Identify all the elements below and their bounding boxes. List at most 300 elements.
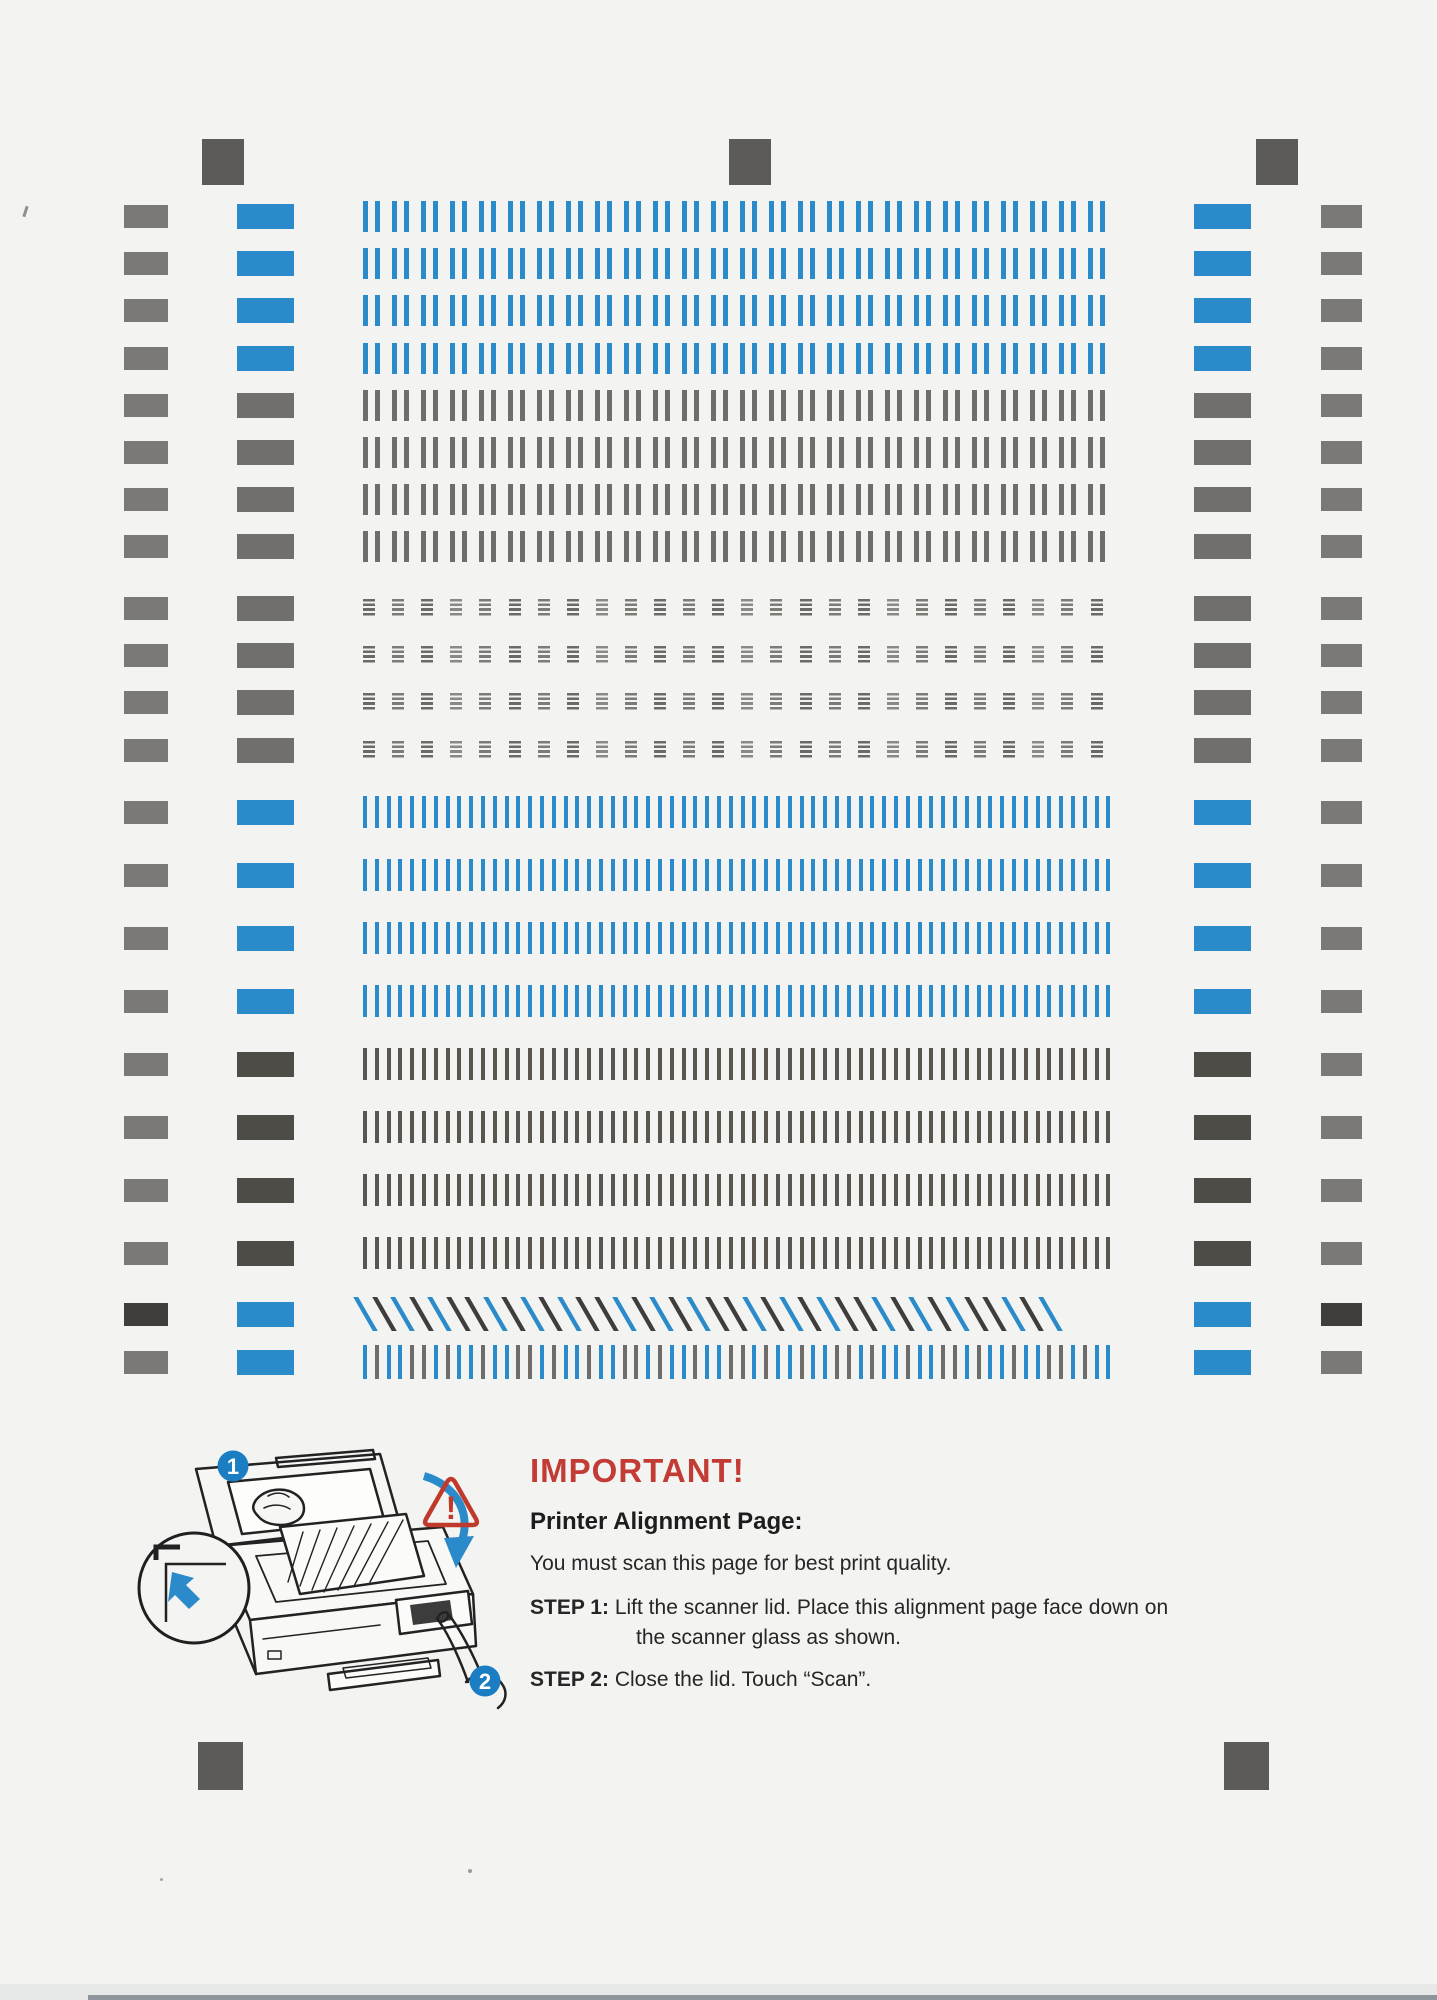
tick bbox=[1095, 1174, 1099, 1206]
tick bbox=[1071, 1174, 1075, 1206]
tick bbox=[823, 859, 827, 891]
swatch-bar bbox=[1194, 1115, 1251, 1140]
tick bbox=[421, 437, 426, 468]
tick bbox=[926, 531, 931, 562]
tick bbox=[972, 531, 977, 562]
tick bbox=[953, 1174, 957, 1206]
tick bbox=[885, 248, 890, 279]
tick bbox=[1106, 1237, 1110, 1269]
swatch-bar bbox=[1321, 1303, 1362, 1326]
tick bbox=[859, 1111, 863, 1143]
tick bbox=[1024, 1174, 1028, 1206]
tick bbox=[1059, 1345, 1063, 1379]
tick bbox=[636, 531, 641, 562]
tick bbox=[781, 484, 786, 515]
dash-block bbox=[683, 646, 695, 664]
tick bbox=[1106, 796, 1110, 828]
tick bbox=[549, 343, 554, 374]
tick bbox=[894, 1048, 898, 1080]
tick bbox=[752, 1174, 756, 1206]
tick bbox=[1106, 859, 1110, 891]
tick bbox=[421, 484, 426, 515]
tick bbox=[1059, 484, 1064, 515]
tick bbox=[955, 531, 960, 562]
tick bbox=[658, 1048, 662, 1080]
step2-text: Close the lid. Touch “Scan”. bbox=[614, 1668, 872, 1691]
tick bbox=[682, 437, 687, 468]
tick bbox=[398, 1237, 402, 1269]
tick bbox=[363, 531, 368, 562]
tick bbox=[421, 531, 426, 562]
tick bbox=[375, 1237, 379, 1269]
tick bbox=[491, 295, 496, 326]
tick bbox=[965, 1111, 969, 1143]
tick bbox=[634, 1111, 638, 1143]
tick bbox=[537, 248, 542, 279]
tick bbox=[665, 484, 670, 515]
tick bbox=[595, 295, 600, 326]
tick bbox=[827, 531, 832, 562]
tick bbox=[646, 1111, 650, 1143]
tick bbox=[520, 201, 525, 232]
tick bbox=[1030, 295, 1035, 326]
tick bbox=[516, 1048, 520, 1080]
tick bbox=[375, 985, 379, 1017]
tick bbox=[776, 922, 780, 954]
tick bbox=[839, 390, 844, 421]
tick bbox=[549, 390, 554, 421]
tick bbox=[575, 922, 579, 954]
tick bbox=[587, 1345, 591, 1379]
tick bbox=[457, 985, 461, 1017]
tick bbox=[1088, 248, 1093, 279]
tick bbox=[479, 437, 484, 468]
tick bbox=[788, 1048, 792, 1080]
tick bbox=[375, 1111, 379, 1143]
tick bbox=[894, 985, 898, 1017]
tick bbox=[705, 985, 709, 1017]
tick bbox=[446, 1345, 450, 1379]
tick bbox=[740, 295, 745, 326]
dash-block bbox=[829, 646, 841, 664]
tick bbox=[653, 201, 658, 232]
tick bbox=[540, 859, 544, 891]
tick bbox=[479, 484, 484, 515]
swatch-bar bbox=[124, 1053, 168, 1076]
tick bbox=[781, 531, 786, 562]
tick bbox=[882, 922, 886, 954]
tick bbox=[646, 922, 650, 954]
tick bbox=[729, 1048, 733, 1080]
dash-block bbox=[712, 599, 724, 617]
tick bbox=[578, 201, 583, 232]
swatch-bar bbox=[1194, 440, 1251, 465]
tick bbox=[988, 1048, 992, 1080]
tick bbox=[398, 1345, 402, 1379]
tick bbox=[835, 922, 839, 954]
tick bbox=[595, 531, 600, 562]
step1-line2: the scanner glass as shown. bbox=[636, 1626, 901, 1649]
dash-block bbox=[363, 646, 375, 664]
tick bbox=[552, 985, 556, 1017]
tick bbox=[578, 437, 583, 468]
tick bbox=[800, 1345, 804, 1379]
tick bbox=[653, 437, 658, 468]
tick bbox=[1012, 1111, 1016, 1143]
tick bbox=[493, 1048, 497, 1080]
tick bbox=[491, 248, 496, 279]
tick bbox=[1000, 1048, 1004, 1080]
tick bbox=[658, 1345, 662, 1379]
dash-block bbox=[450, 693, 462, 711]
tick bbox=[387, 922, 391, 954]
dash-block bbox=[945, 599, 957, 617]
swatch-bar bbox=[1194, 487, 1251, 512]
tick bbox=[410, 1048, 414, 1080]
tick bbox=[943, 248, 948, 279]
tick bbox=[462, 295, 467, 326]
tick bbox=[392, 248, 397, 279]
tick bbox=[955, 295, 960, 326]
tick bbox=[693, 796, 697, 828]
tick bbox=[705, 1174, 709, 1206]
tick bbox=[882, 859, 886, 891]
tick bbox=[595, 201, 600, 232]
tick bbox=[611, 1345, 615, 1379]
tick bbox=[914, 343, 919, 374]
tick bbox=[528, 985, 532, 1017]
corner-magnifier bbox=[139, 1533, 249, 1643]
swatch-bar bbox=[1194, 346, 1251, 371]
tick bbox=[481, 1237, 485, 1269]
tick bbox=[835, 1345, 839, 1379]
tick bbox=[508, 484, 513, 515]
dash-block bbox=[596, 646, 608, 664]
tick bbox=[741, 1345, 745, 1379]
tick bbox=[693, 1237, 697, 1269]
dash-block bbox=[916, 741, 928, 759]
tick bbox=[1030, 484, 1035, 515]
step2-label: STEP 2: bbox=[530, 1668, 609, 1691]
tick bbox=[537, 484, 542, 515]
tick bbox=[578, 531, 583, 562]
dash-block bbox=[1061, 741, 1073, 759]
tick bbox=[1100, 295, 1105, 326]
tick bbox=[929, 1111, 933, 1143]
tick bbox=[540, 1048, 544, 1080]
tick bbox=[740, 390, 745, 421]
tick bbox=[528, 1345, 532, 1379]
tick bbox=[508, 248, 513, 279]
tick bbox=[587, 796, 591, 828]
tick bbox=[1042, 390, 1047, 421]
scan-speck bbox=[160, 1878, 163, 1881]
tick bbox=[882, 1174, 886, 1206]
tick bbox=[398, 1174, 402, 1206]
tick bbox=[422, 985, 426, 1017]
tick bbox=[811, 922, 815, 954]
dash-block bbox=[421, 599, 433, 617]
tick bbox=[914, 437, 919, 468]
tick bbox=[682, 1111, 686, 1143]
tick bbox=[665, 437, 670, 468]
swatch-bar bbox=[1321, 691, 1362, 714]
tick bbox=[1059, 437, 1064, 468]
tick bbox=[965, 922, 969, 954]
tick bbox=[1012, 922, 1016, 954]
tick bbox=[493, 796, 497, 828]
tick bbox=[955, 484, 960, 515]
tick bbox=[953, 1048, 957, 1080]
swatch-bar bbox=[124, 441, 168, 464]
tick bbox=[375, 1174, 379, 1206]
tick bbox=[943, 437, 948, 468]
tick bbox=[469, 1048, 473, 1080]
tick bbox=[882, 1237, 886, 1269]
tick bbox=[1042, 484, 1047, 515]
tick bbox=[943, 531, 948, 562]
tick bbox=[670, 1237, 674, 1269]
tick bbox=[769, 248, 774, 279]
tick bbox=[387, 1048, 391, 1080]
tick bbox=[599, 1048, 603, 1080]
tick bbox=[457, 796, 461, 828]
tick bbox=[827, 343, 832, 374]
tick bbox=[918, 1048, 922, 1080]
tick bbox=[839, 484, 844, 515]
tick bbox=[941, 1345, 945, 1379]
tick bbox=[469, 922, 473, 954]
tick bbox=[847, 859, 851, 891]
tick bbox=[450, 201, 455, 232]
tick bbox=[516, 1174, 520, 1206]
tick bbox=[549, 201, 554, 232]
tick bbox=[1059, 1237, 1063, 1269]
tick bbox=[835, 985, 839, 1017]
tick bbox=[897, 201, 902, 232]
tick bbox=[410, 1345, 414, 1379]
tick bbox=[520, 531, 525, 562]
tick bbox=[392, 437, 397, 468]
tick bbox=[363, 1174, 367, 1206]
tick bbox=[752, 248, 757, 279]
tick bbox=[1088, 201, 1093, 232]
swatch-bar bbox=[1321, 394, 1362, 417]
tick bbox=[398, 796, 402, 828]
tick bbox=[682, 531, 687, 562]
tick bbox=[682, 1237, 686, 1269]
dash-block bbox=[800, 693, 812, 711]
swatch-bar bbox=[124, 1303, 168, 1326]
tick bbox=[646, 859, 650, 891]
tick bbox=[740, 484, 745, 515]
tick bbox=[1083, 1111, 1087, 1143]
tick bbox=[375, 295, 380, 326]
tick bbox=[587, 1111, 591, 1143]
tick bbox=[835, 1048, 839, 1080]
dash-block bbox=[509, 599, 521, 617]
registration-mark bbox=[1224, 1742, 1269, 1790]
dash-block bbox=[741, 599, 753, 617]
dash-block bbox=[479, 693, 491, 711]
tick bbox=[505, 796, 509, 828]
tick bbox=[868, 484, 873, 515]
dash-block bbox=[538, 599, 550, 617]
dash-block bbox=[770, 693, 782, 711]
swatch-bar bbox=[237, 1350, 294, 1375]
tick bbox=[434, 1111, 438, 1143]
tick bbox=[387, 985, 391, 1017]
tick bbox=[897, 484, 902, 515]
tick bbox=[457, 1174, 461, 1206]
tick bbox=[740, 248, 745, 279]
tick bbox=[965, 1237, 969, 1269]
tick bbox=[595, 343, 600, 374]
tick bbox=[1071, 1237, 1075, 1269]
tick bbox=[1106, 985, 1110, 1017]
tick bbox=[810, 201, 815, 232]
tick bbox=[540, 985, 544, 1017]
tick bbox=[682, 796, 686, 828]
tick bbox=[741, 1174, 745, 1206]
swatch-bar bbox=[1194, 393, 1251, 418]
swatch-bar bbox=[1321, 1116, 1362, 1139]
tick bbox=[953, 796, 957, 828]
tick bbox=[552, 1345, 556, 1379]
tick bbox=[682, 1174, 686, 1206]
tick bbox=[363, 796, 367, 828]
step1-line1 bbox=[530, 1596, 1168, 1620]
tick bbox=[906, 922, 910, 954]
registration-mark bbox=[198, 1742, 243, 1790]
tick bbox=[1024, 796, 1028, 828]
dash-block bbox=[770, 599, 782, 617]
dash-block bbox=[654, 693, 666, 711]
tick bbox=[918, 922, 922, 954]
tick bbox=[894, 922, 898, 954]
tick bbox=[404, 295, 409, 326]
step1-label: STEP 1: bbox=[530, 1596, 609, 1619]
tick bbox=[1000, 985, 1004, 1017]
tick bbox=[1042, 295, 1047, 326]
dash-block bbox=[1091, 741, 1103, 759]
tick bbox=[776, 1345, 780, 1379]
tick bbox=[827, 248, 832, 279]
tick bbox=[988, 1237, 992, 1269]
tick bbox=[1001, 201, 1006, 232]
tick bbox=[375, 922, 379, 954]
tick bbox=[984, 531, 989, 562]
tick bbox=[965, 985, 969, 1017]
tick bbox=[564, 796, 568, 828]
swatch-bar bbox=[1194, 596, 1251, 621]
tick bbox=[1047, 1345, 1051, 1379]
swatch-bar bbox=[1321, 1351, 1362, 1374]
tick bbox=[549, 531, 554, 562]
tick bbox=[856, 484, 861, 515]
tick bbox=[823, 985, 827, 1017]
tick bbox=[1088, 437, 1093, 468]
tick bbox=[894, 796, 898, 828]
swatch-bar bbox=[124, 488, 168, 511]
tick bbox=[988, 859, 992, 891]
tick bbox=[422, 922, 426, 954]
tick bbox=[1083, 1174, 1087, 1206]
tick bbox=[977, 859, 981, 891]
tick bbox=[788, 859, 792, 891]
tick bbox=[392, 201, 397, 232]
tick bbox=[1000, 1237, 1004, 1269]
tick bbox=[587, 1174, 591, 1206]
tick bbox=[670, 922, 674, 954]
tick bbox=[827, 390, 832, 421]
tick bbox=[1059, 1174, 1063, 1206]
dash-block bbox=[509, 646, 521, 664]
tick bbox=[988, 922, 992, 954]
tick bbox=[711, 484, 716, 515]
dash-block bbox=[1003, 693, 1015, 711]
tick bbox=[769, 531, 774, 562]
tick bbox=[885, 484, 890, 515]
tick bbox=[1000, 859, 1004, 891]
swatch-bar bbox=[124, 535, 168, 558]
tick bbox=[566, 437, 571, 468]
tick bbox=[835, 1237, 839, 1269]
tick bbox=[479, 248, 484, 279]
tick bbox=[537, 201, 542, 232]
tick bbox=[578, 248, 583, 279]
tick bbox=[694, 343, 699, 374]
tick bbox=[811, 985, 815, 1017]
holding-hand bbox=[253, 1490, 304, 1525]
tick bbox=[705, 922, 709, 954]
tick bbox=[491, 343, 496, 374]
tick bbox=[505, 985, 509, 1017]
tick bbox=[1071, 922, 1075, 954]
tick bbox=[450, 437, 455, 468]
tick bbox=[508, 390, 513, 421]
tick bbox=[505, 1237, 509, 1269]
tick bbox=[404, 484, 409, 515]
tick bbox=[387, 796, 391, 828]
tick bbox=[918, 1111, 922, 1143]
tick bbox=[552, 1174, 556, 1206]
tick bbox=[929, 1345, 933, 1379]
swatch-bar bbox=[1321, 927, 1362, 950]
swatch-bar bbox=[1194, 1302, 1251, 1327]
tick bbox=[682, 201, 687, 232]
tick bbox=[717, 1345, 721, 1379]
tick bbox=[646, 1237, 650, 1269]
tick bbox=[481, 859, 485, 891]
tick bbox=[575, 1048, 579, 1080]
tick bbox=[540, 1111, 544, 1143]
tick bbox=[549, 248, 554, 279]
dash-block bbox=[1091, 646, 1103, 664]
tick bbox=[856, 437, 861, 468]
tick bbox=[1083, 1237, 1087, 1269]
tick bbox=[457, 922, 461, 954]
tick bbox=[1013, 437, 1018, 468]
tick bbox=[575, 985, 579, 1017]
tick bbox=[607, 531, 612, 562]
tick bbox=[800, 1111, 804, 1143]
dash-block bbox=[596, 693, 608, 711]
tick bbox=[611, 859, 615, 891]
tick bbox=[741, 985, 745, 1017]
tick bbox=[977, 796, 981, 828]
tick bbox=[434, 1237, 438, 1269]
